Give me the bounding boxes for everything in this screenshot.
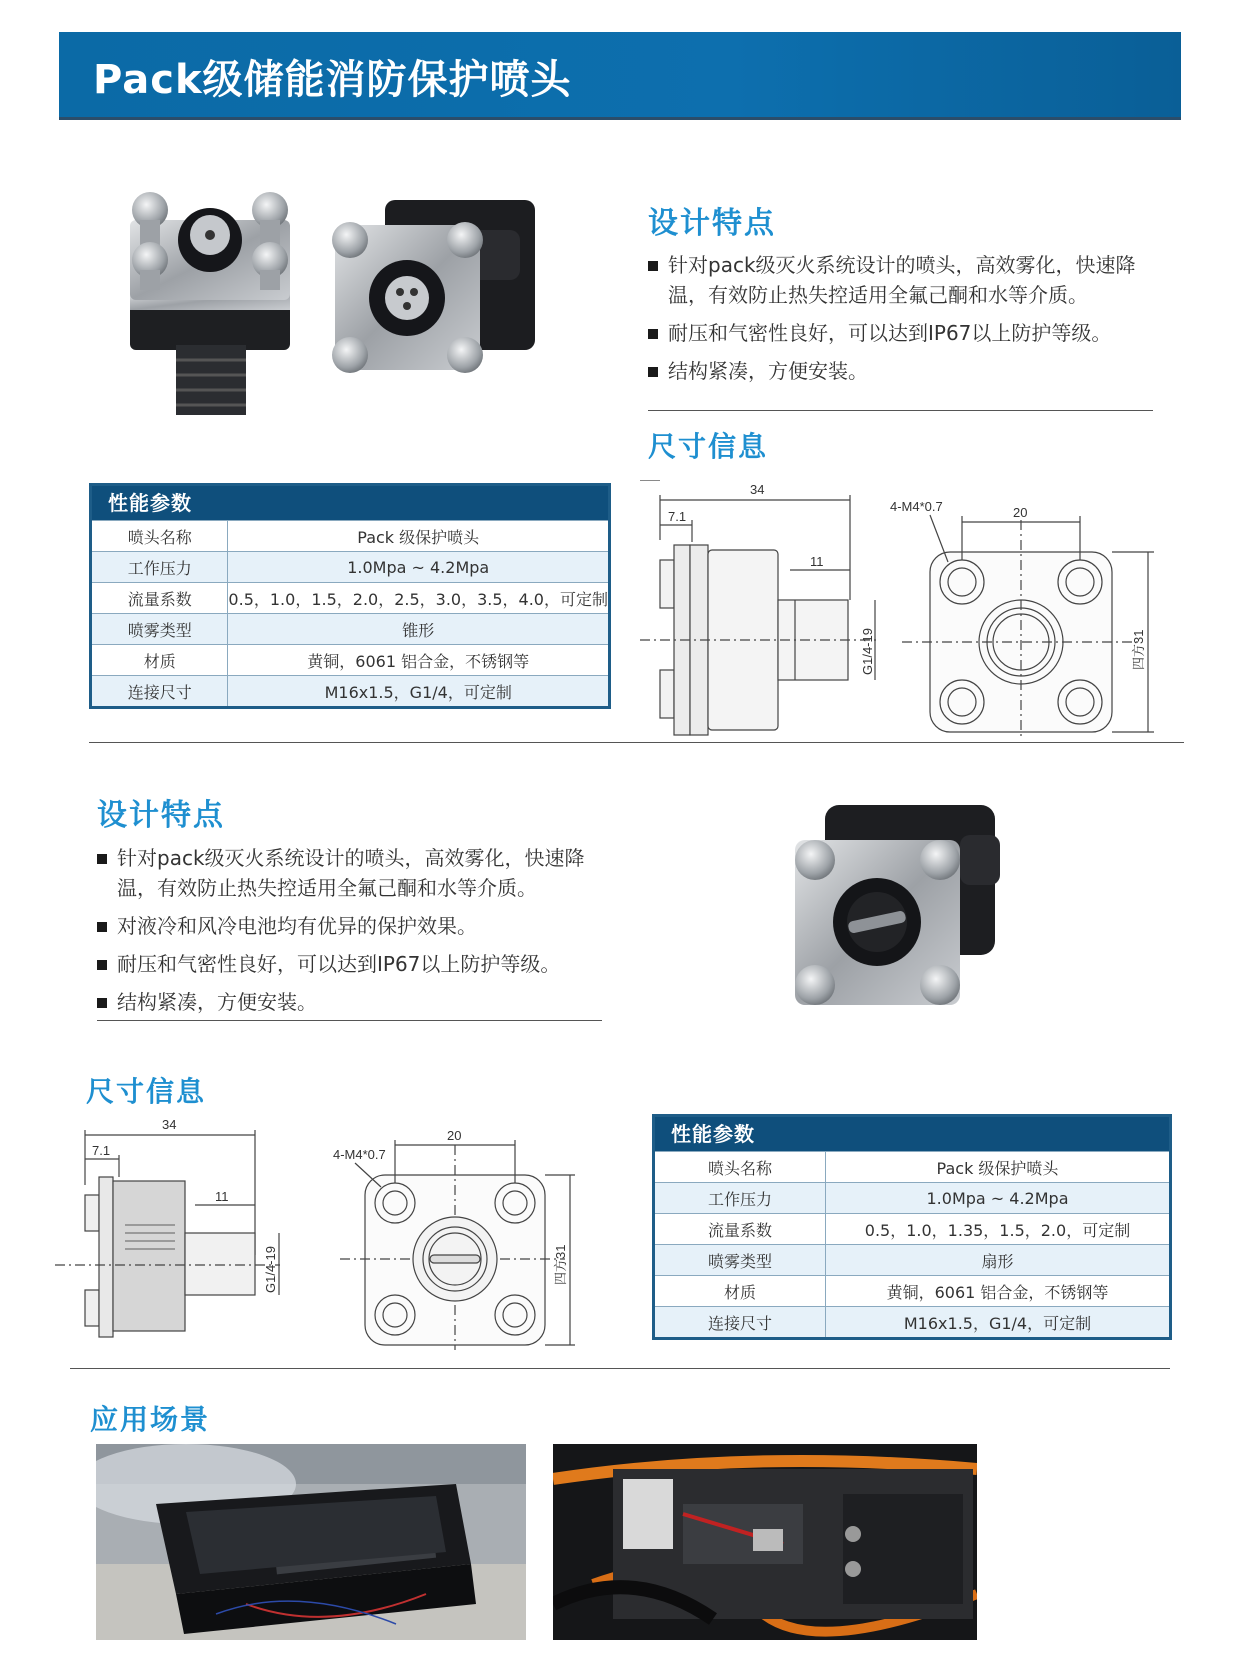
product-photo-cone-pair [110,180,550,480]
dim-total: 34 [162,1117,177,1132]
dim-thread: G1/4-19 [263,1246,278,1293]
size-info-title: 尺寸信息 [86,1075,207,1108]
feature-item: 耐压和气密性良好，可以达到IP67以上防护等级。 [97,949,617,979]
dim-thread-len: 11 [215,1189,229,1204]
dim-total: 34 [750,482,765,497]
params-table-title: 性能参数 [655,1117,1169,1151]
table-row: 流量系数 0.5，1.0，1.35，1.5，2.0，可定制 [655,1214,1169,1245]
table-row: 连接尺寸 M16x1.5，G1/4，可定制 [655,1307,1169,1338]
dim-pitch: 20 [1013,505,1028,520]
product-photo-fan [780,800,1010,1030]
application-photo-test [96,1444,526,1640]
params-table [652,1114,1172,1340]
feature-item: 针对pack级灭火系统设计的喷头，高效雾化，快速降温，有效防止热失控适用全氟己酮和水等介质。 [97,843,617,903]
section-divider [89,742,1184,743]
page-header [59,32,1181,120]
table-row: 流量系数 0.5，1.0，1.5，2.0，2.5，3.0，3.5，4.0，可定制 [92,583,608,614]
table-row: 工作压力 1.0Mpa ~ 4.2Mpa [655,1183,1169,1214]
dim-flange: 7.1 [92,1143,111,1158]
design-features-title: 设计特点 [648,206,776,241]
params-table-title: 性能参数 [92,486,608,520]
dim-thread: G1/4-19 [860,628,875,675]
table-row: 材质 黄铜，6061 铝合金，不锈钢等 [92,645,608,676]
dim-square: 四方31 [553,1244,568,1285]
feature-item: 针对pack级灭火系统设计的喷头，高效雾化，快速降温，有效防止热失控适用全氟己酮和水等介质。 [648,250,1163,310]
dim-flange: 7.1 [668,509,687,524]
feature-item: 结构紧凑，方便安装。 [97,987,617,1017]
design-features-list [648,250,1163,394]
divider [97,1020,602,1021]
table-row: 材质 黄铜，6061 铝合金，不锈钢等 [655,1276,1169,1307]
dim-hole: 4-M4*0.7 [890,499,943,514]
params-table [89,483,611,709]
divider [648,410,1153,411]
table-row: 喷头名称 Pack 级保护喷头 [655,1152,1169,1183]
design-features-title: 设计特点 [97,798,225,833]
design-features-list [97,843,617,1025]
table-row: 喷头名称 Pack 级保护喷头 [92,521,608,552]
feature-item: 结构紧凑，方便安装。 [648,356,1163,386]
dimension-drawing [640,480,1200,740]
dimension-drawing [55,1115,615,1350]
table-row: 连接尺寸 M16x1.5，G1/4，可定制 [92,676,608,707]
dim-square: 四方31 [1131,629,1146,670]
table-row: 喷雾类型 扇形 [655,1245,1169,1276]
dim-pitch: 20 [447,1128,462,1143]
application-photo-battery [553,1444,977,1640]
application-title: 应用场景 [90,1403,211,1436]
dim-hole: 4-M4*0.7 [333,1147,386,1162]
dim-thread-len: 11 [810,554,824,569]
section-divider [70,1368,1170,1369]
feature-item: 耐压和气密性良好，可以达到IP67以上防护等级。 [648,318,1163,348]
page-title: Pack级储能消防保护喷头 [93,57,572,103]
size-info-title: 尺寸信息 [648,430,769,463]
feature-item: 对液冷和风冷电池均有优异的保护效果。 [97,911,617,941]
table-row: 工作压力 1.0Mpa ~ 4.2Mpa [92,552,608,583]
table-row: 喷雾类型 锥形 [92,614,608,645]
